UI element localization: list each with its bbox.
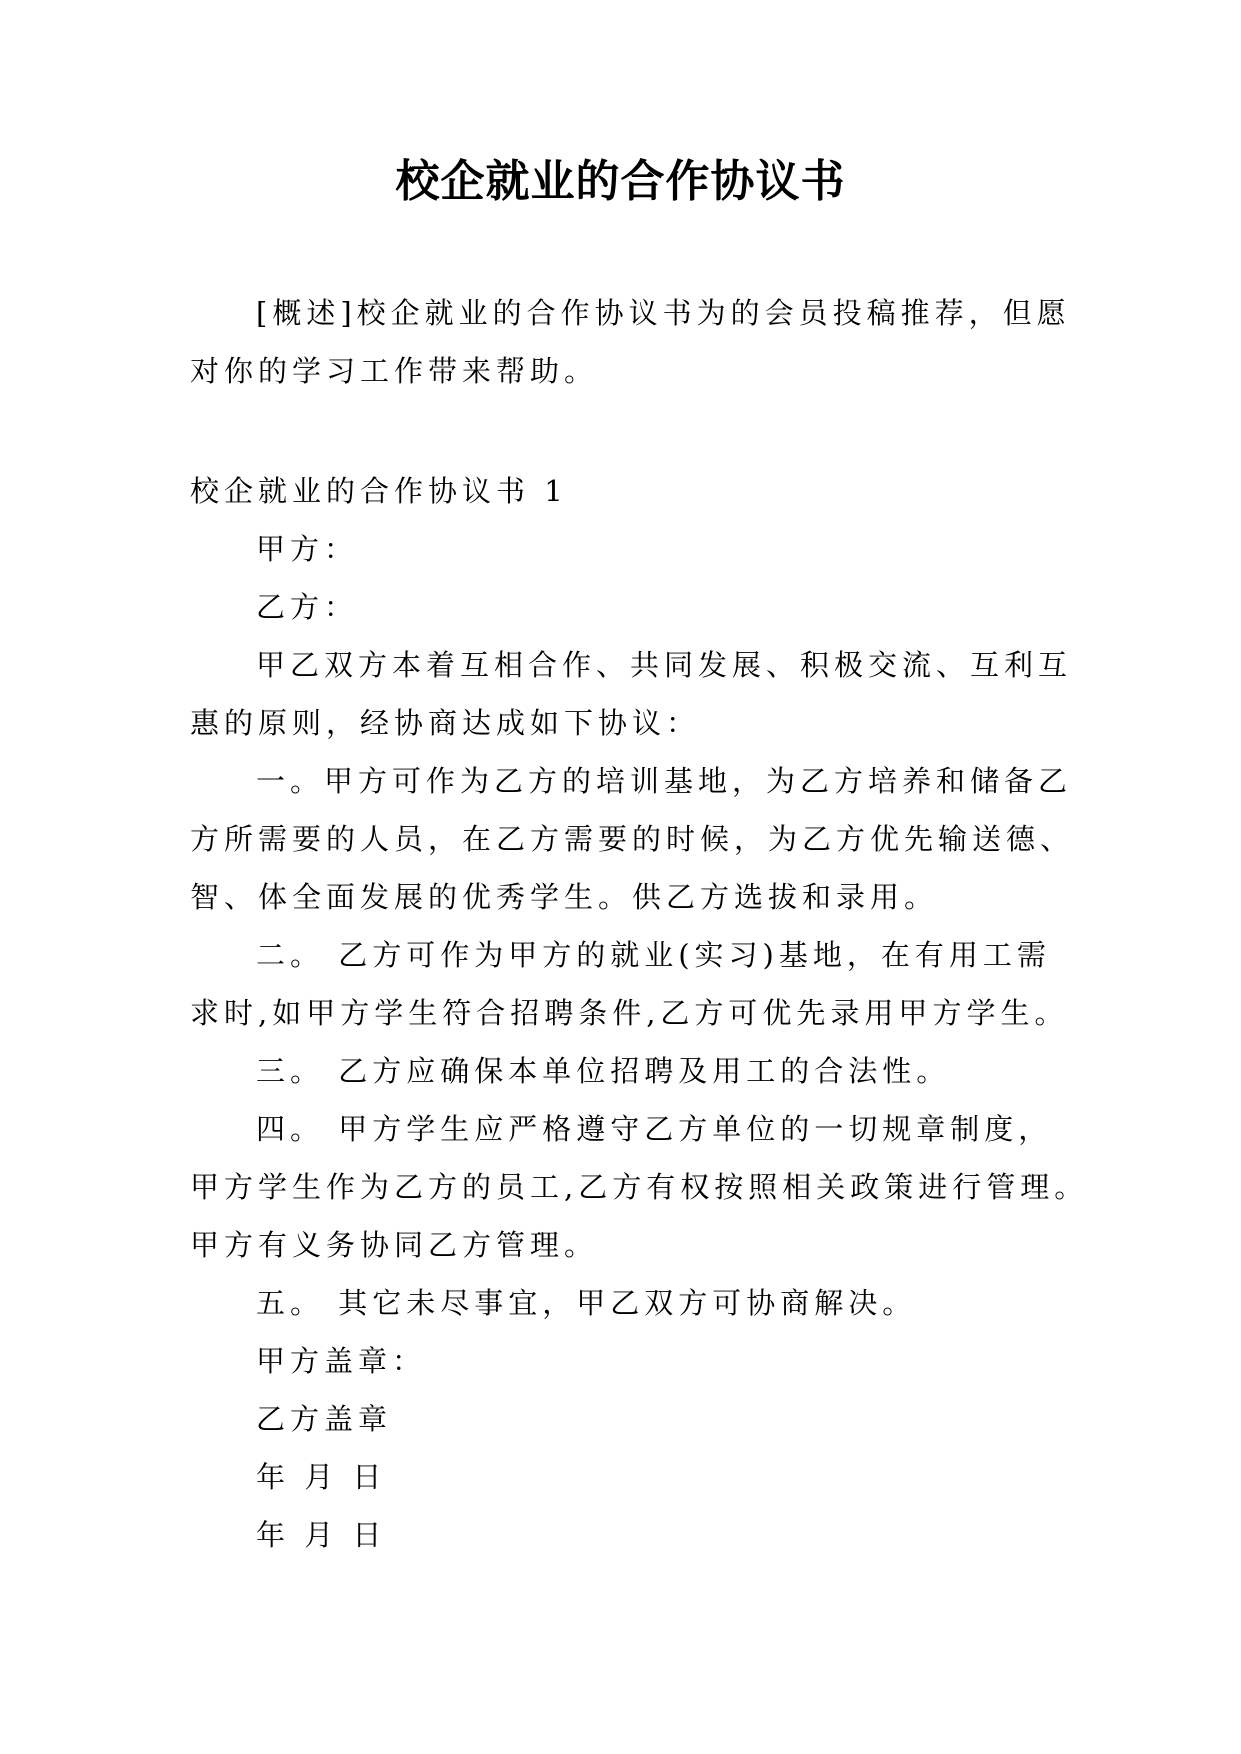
clause-2-line-1: 二。 乙方可作为甲方的就业(实习)基地，在有用工需: [256, 938, 1051, 972]
section-heading: 校企就业的合作协议书 1: [190, 474, 568, 508]
party-b-line: 乙方：: [256, 590, 359, 624]
principle-line-1: 甲乙双方本着互相合作、共同发展、积极交流、互利互: [256, 648, 1073, 682]
clause-4-line-2: 甲方学生作为乙方的员工,乙方有权按照相关政策进行管理。: [190, 1170, 1089, 1204]
clause-3-line-1: 三。 乙方应确保本单位招聘及用工的合法性。: [256, 1054, 951, 1088]
date-line-1: 年 月 日: [256, 1460, 387, 1494]
clause-1-line-1: 一。甲方可作为乙方的培训基地，为乙方培养和储备乙: [256, 764, 1073, 798]
date-line-2: 年 月 日: [256, 1518, 387, 1552]
seal-party-b-line: 乙方盖章: [256, 1402, 393, 1436]
clause-1-line-3: 智、体全面发展的优秀学生。供乙方选拔和录用。: [190, 880, 939, 914]
clause-1-line-2: 方所需要的人员，在乙方需要的时候，为乙方优先输送德、: [190, 822, 1075, 856]
document-title: 校企就业的合作协议书: [395, 156, 846, 207]
document-body: [190, 284, 1089, 1564]
clause-2-line-2: 求时,如甲方学生符合招聘条件,乙方可优先录用甲方学生。: [190, 996, 1069, 1030]
clause-4-line-1: 四。 甲方学生应严格遵守乙方单位的一切规章制度，: [256, 1112, 1053, 1146]
clause-5-line-1: 五。 其它未尽事宜，甲乙双方可协商解决。: [256, 1286, 917, 1320]
seal-party-a-line: 甲方盖章：: [256, 1344, 427, 1378]
clause-4-line-3: 甲方有义务协同乙方管理。: [190, 1228, 599, 1262]
summary-line-1: [概述]校企就业的合作协议书为的会员投稿推荐，但愿: [256, 296, 1071, 330]
summary-line-2: 对你的学习工作带来帮助。: [190, 354, 599, 388]
principle-line-2: 惠的原则，经协商达成如下协议：: [190, 706, 701, 740]
party-a-line: 甲方：: [256, 532, 359, 566]
